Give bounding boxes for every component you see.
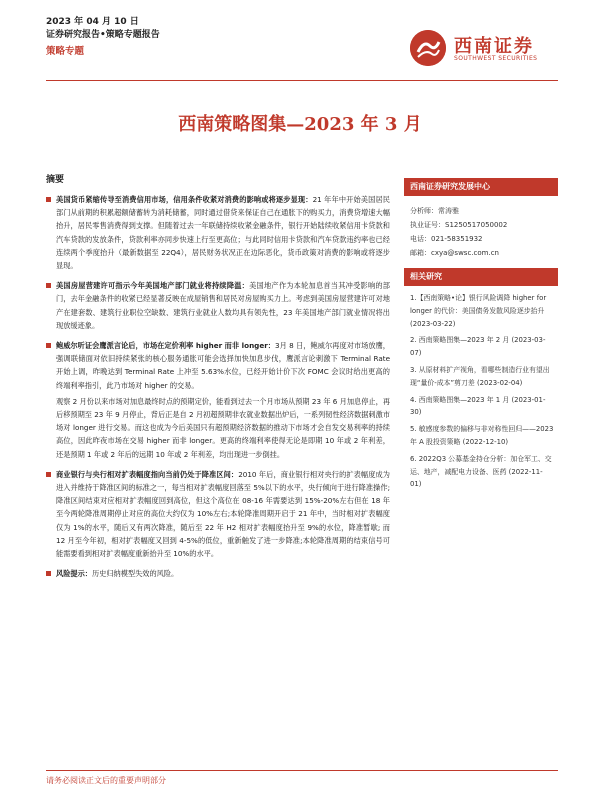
abstract-section — [46, 172, 390, 580]
license-row: 执业证号：S1250517050002 — [410, 221, 508, 229]
abstract-paragraph-1 — [46, 193, 390, 272]
logo-emblem-icon — [410, 30, 446, 66]
abstract-paragraph-2 — [46, 279, 390, 332]
risk-warning-lead: 风险提示： — [56, 569, 92, 579]
logo-name: 西南证券 — [454, 36, 534, 57]
related-item[interactable]: 2. 西南策略图集—2023 年 2 月 (2023-03-07) — [410, 336, 546, 358]
research-center-title: 西南证券研究发展中心 — [404, 178, 558, 196]
paragraph-3-lead: 鲍威尔听证会鹰派言论后，市场在定价利率 higher 而非 longer： — [56, 341, 276, 351]
email-row: 邮箱：cxya@swsc.com.cn — [410, 249, 499, 257]
phone-number: 021-58351932 — [431, 235, 483, 243]
risk-warning-body: 历史归纳模型失效的风险。 — [91, 569, 179, 579]
email-link[interactable]: cxya@swsc.com.cn — [431, 249, 499, 257]
related-item[interactable]: 6. 2022Q3 公募基金持仓分析：加仓军工、交运、地产，减配电力设备、医药 (2022-11-01) — [410, 454, 552, 489]
abstract-heading: 摘要 — [46, 175, 65, 185]
report-tag: 策略专题 — [46, 46, 85, 57]
related-item[interactable]: 3. 从原材料扩产视角，看哪些制造行业有望出现“量价-成本”剪刀差 (2023-02-04) — [410, 365, 550, 387]
related-research-list — [404, 286, 558, 499]
company-logo — [410, 30, 560, 66]
license-number: S1250517050002 — [445, 221, 508, 229]
header-divider — [46, 80, 558, 81]
analyst-info — [404, 196, 558, 268]
report-header — [46, 16, 160, 59]
paragraph-1-body: 21 年年中开始美国居民部门从前期的积累超额储蓄转为消耗储蓄，同时通过借贷来保证自己在通胀下的购买力，消费贷增速大幅抬升，居民零售消费得到支撑。但随着过去一年联储持续收紧金融条件，银行开始陆续收紧信用卡贷款和汽车贷款的发放条件，贷款利率亦同步快速上行至更高位；与此同时信用卡贷款和汽车贷款违约率也已经连续两个季度抬升（最新数据至 22Q4），居民财务状况正在边际恶化，货币政策对消费的影响或将逐步显现。 — [56, 195, 390, 271]
related-item[interactable]: 4. 西南策略图集—2023 年 1 月 (2023-01-30) — [410, 395, 546, 417]
related-item[interactable]: 1.【西南策略•论】银行风险调降 higher for longer 的代价：美国债务发散风险逐步抬升 (2023-03-22) — [410, 294, 547, 328]
abstract-paragraph-4: 观察 2 月份以来市场对加息最终时点的预期定价，能看到过去一个月市场从预期 23 年 6 月加息停止，再后移预期至 23 年 9 月停止，背后正是自 2 月初超预期非农就业数据出炉后，一系列韧性经济数据刺激市场对 longer 进行交易。而这也成为今后美国只有超预期经济数据的推动下市场才会自发交易利率的持续高位，因此昨夜市场在交易 higher 而非 longer。更高的终端利率使得无论是即期 10 年或 2 年利差，还是预期 1 年或 2 年后的远期 10 年或 2 年利差，均出现进一步倒挂。 — [56, 396, 390, 459]
paragraph-3-body: 3月 8 日，鲍威尔再度对市场放鹰，强调联储面对依旧持续紧张的核心服务通胀可能会选择加快加息步伐，鹰派言论刺激下 Terminal Rate 开始上调，昨晚达到 Terminal Rate 上冲至 5.63%水位，已经开始计价下次 FOMC 会议时给出更高的终端利率指引，此乃市场对 higher 的交易。 — [56, 341, 390, 390]
abstract-paragraph-3 — [46, 339, 390, 392]
paragraph-5-lead: 商业银行与央行相对扩表幅度指向当前仍处于降准区间： — [56, 469, 239, 479]
analyst-row: 分析师：常涛雅 — [410, 207, 459, 215]
paragraph-1-lead: 美国货币紧缩传导至消费信用市场，信用条件收紧对消费的影响或将逐步显现： — [56, 195, 313, 204]
abstract-paragraph-5 — [46, 468, 390, 560]
page-title: 西南策略图集—2023 年 3 月 — [178, 114, 422, 135]
analyst-name: 常涛雅 — [438, 207, 459, 215]
phone-row: 电话：021-58351932 — [410, 235, 483, 243]
paragraph-2-body: 美国地产作为本轮加息首当其冲受影响的部门，去年金融条件的收紧已经显著反映在成屋销售和居民对房屋购买力上。考虑到美国房屋营建许可对地产在建套数、建筑行业职位空缺数、建筑行业就业人数均具有领先性，23 年美国地产部门就业情况将出现放缓迹象。 — [56, 281, 390, 330]
report-date: 2023 年 04 月 10 日 — [46, 17, 139, 27]
risk-warning — [46, 567, 390, 580]
report-type: 证券研究报告•策略专题报告 — [46, 30, 160, 40]
related-item[interactable]: 5. 敏感度参数的偏移与非对称性回归——2023 年 A 股投资策略 (2022-12-10) — [410, 425, 554, 446]
footer-divider — [46, 770, 558, 771]
sidebar — [404, 178, 558, 499]
paragraph-5-body: 2010 年后，商业银行相对央行的扩表幅度成为进入并维持于降准区间的标准之一，每当相对扩表幅度回落至 5%以下的水平，央行倾向于进行降准操作;降准区间结束对应相对扩表幅度回到高位，但这个高位在 08-16 年需要达到 15%-20%左右但在 18 年至今两轮降准周期停止对应的高位大约仅为 10%左右;本轮降准周期开启于 21 年中，当时相对扩表幅度仅为 1%的水平，随后又有两次降准，随后至 22 年 H2 相对扩表幅度抬升至 9%的水位，降准暂歇; 而 12 月至今年初，相对扩表幅度又回到 4-5%的低位，重新触发了进一步降准;本轮降准周期的结束信号可能需要看到相对扩表幅度重新抬升至 10%的水平。 — [56, 469, 390, 559]
disclaimer-footer: 请务必阅读正文后的重要声明部分 — [46, 776, 166, 785]
related-research-title: 相关研究 — [404, 268, 558, 286]
logo-english: SOUTHWEST SECURITIES — [454, 55, 538, 62]
paragraph-2-lead: 美国房屋营建许可指示今年美国地产部门就业将持续降温： — [56, 281, 250, 291]
